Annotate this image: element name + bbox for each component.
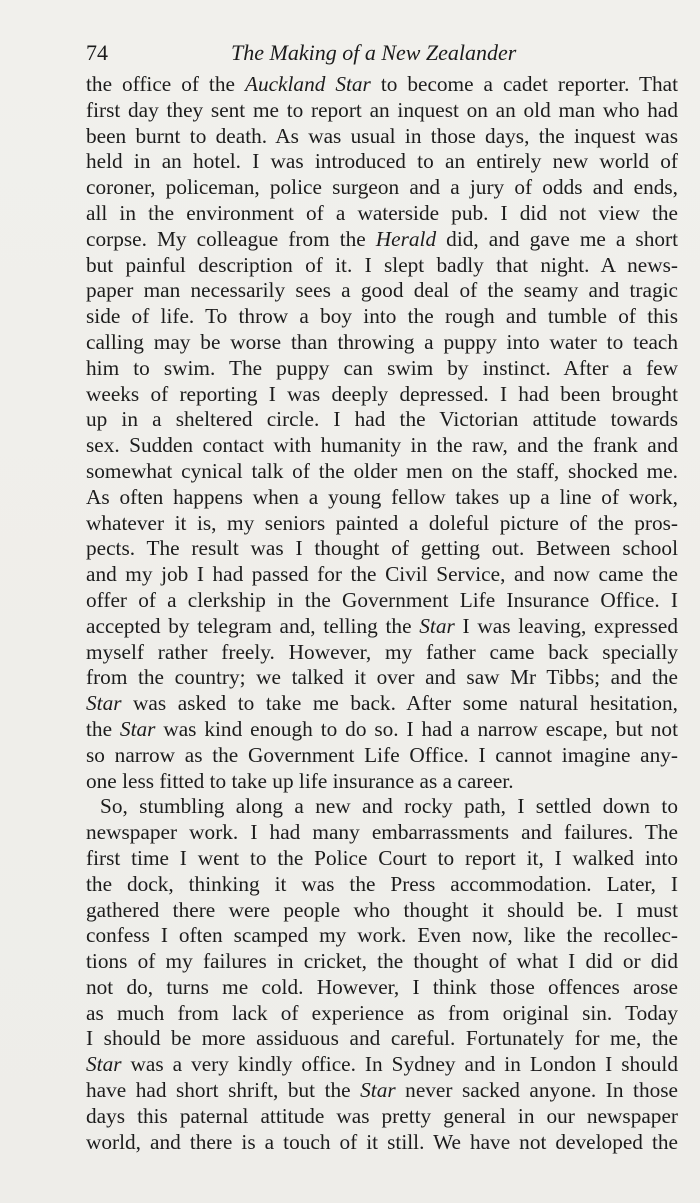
italic-title: Star (360, 1078, 396, 1103)
text-line (86, 304, 678, 330)
text-segment: to become a cadet reporter. That (370, 72, 679, 96)
text-segment: been burnt to death. As was usual in those days, the inquest was (86, 123, 678, 148)
text-line (86, 794, 678, 820)
text-segment: offer of a clerkship in the Government Life Insurance Office. I (86, 587, 678, 612)
text-segment: one less fitted to take up life insurance as a career. (86, 768, 514, 793)
text-segment: side of life. To throw a boy into the rough and tumble of this (86, 304, 678, 329)
text-segment: was kind enough to do so. I had a narrow escape, but not (155, 716, 679, 741)
text-segment: tions of my failures in cricket, the thought of what I did or did (86, 949, 678, 974)
text-line (86, 820, 678, 846)
text-line (86, 201, 678, 227)
text-segment: pects. The result was I thought of getting out. Between school (86, 536, 678, 561)
text-segment: from the country; we talked it over and saw Mr Tibbs; and the (86, 665, 678, 690)
text-line (86, 98, 678, 124)
text-line (86, 1078, 678, 1104)
text-line (86, 691, 678, 717)
text-line (86, 665, 678, 691)
text-line (86, 382, 678, 408)
text-segment: confess I often scamped my work. Even now, like the recollec- (86, 923, 678, 948)
text-segment: the (86, 716, 120, 741)
text-line (86, 175, 678, 201)
text-line (86, 1026, 678, 1052)
text-line (86, 511, 678, 537)
running-title: The Making of a New Zealander (231, 40, 517, 65)
text-line (86, 743, 678, 769)
italic-title: Auckland Star (244, 72, 371, 96)
text-segment: coroner, policeman, police surgeon and a jury of odds and ends, (86, 175, 678, 200)
text-line (86, 898, 678, 924)
text-segment: I was leaving, expressed (454, 613, 678, 638)
text-line (86, 149, 678, 175)
italic-title: Star (86, 1052, 122, 1077)
text-segment: first time I went to the Police Court to report it, I walked into (86, 845, 678, 870)
page-number: 74 (86, 40, 108, 65)
text-line (86, 923, 678, 949)
text-segment: accepted by telegram and, telling the (86, 613, 420, 638)
italic-title: Star (86, 691, 122, 716)
text-segment: gathered there were people who thought it should be. I must (86, 897, 678, 922)
text-segment: him to swim. The puppy can swim by instinct. After a few (86, 355, 678, 380)
text-line (86, 614, 678, 640)
text-segment: myself rather freely. However, my father came back specially (86, 639, 678, 664)
text-line (86, 433, 678, 459)
text-segment: up in a sheltered circle. I had the Victorian attitude towards (86, 407, 678, 432)
text-segment: somewhat cynical talk of the older men on the staff, shocked me. (86, 458, 678, 483)
text-line (86, 124, 678, 150)
text-segment: corpse. My colleague from the (86, 226, 376, 251)
text-segment: but painful description of it. I slept badly that night. A news- (86, 252, 678, 277)
text-segment: was asked to take me back. After some natural hesitation, (121, 691, 678, 716)
text-segment: calling may be worse than throwing a puppy into water to teach (86, 329, 678, 354)
text-segment: weeks of reporting I was deeply depressed. I had been brought (86, 381, 678, 406)
text-segment: as much from lack of experience as from original sin. Today (86, 1000, 678, 1025)
text-segment: did, and gave me a short (436, 226, 679, 251)
text-segment: whatever it is, my seniors painted a doleful picture of the pros- (86, 510, 678, 535)
text-line (86, 1104, 678, 1130)
text-segment: sex. Sudden contact with humanity in the raw, and the frank and (86, 433, 678, 458)
text-segment: have had short shrift, but the (86, 1078, 361, 1103)
italic-title: Herald (375, 226, 437, 251)
text-segment: days this paternal attitude was pretty general in our newspaper (86, 1103, 678, 1128)
text-segment: never sacked anyone. In those (395, 1078, 678, 1103)
text-line (86, 769, 678, 795)
text-line (86, 846, 678, 872)
text-segment: first day they sent me to report an inquest on an old man who had (86, 97, 678, 122)
text-line (86, 227, 678, 253)
text-segment: newspaper work. I had many embarrassments and failures. The (86, 820, 678, 845)
text-line (86, 949, 678, 975)
text-segment: the office of the (86, 72, 245, 96)
text-line (86, 640, 678, 666)
text-line (86, 459, 678, 485)
text-line (86, 1130, 678, 1156)
text-line (86, 562, 678, 588)
italic-title: Star (419, 613, 455, 638)
text-line (86, 407, 678, 433)
text-line (86, 872, 678, 898)
page-header (86, 38, 678, 68)
text-segment: As often happens when a young fellow takes up a line of work, (86, 484, 678, 509)
text-line (86, 717, 678, 743)
text-segment: held in an hotel. I was introduced to an entirely new world of (86, 149, 678, 174)
text-line (86, 278, 678, 304)
text-line (86, 356, 678, 382)
text-line (86, 975, 678, 1001)
text-line (86, 1001, 678, 1027)
text-segment: world, and there is a touch of it still. We have not developed the (86, 1129, 678, 1154)
text-line (86, 588, 678, 614)
text-segment: and my job I had passed for the Civil Service, and now came the (86, 562, 678, 587)
text-line (86, 330, 678, 356)
text-line (86, 536, 678, 562)
text-segment: the dock, thinking it was the Press accommodation. Later, I (86, 871, 678, 896)
text-line (86, 253, 678, 279)
text-line (86, 1052, 678, 1078)
text-segment: so narrow as the Government Life Office. I cannot imagine any- (86, 742, 678, 767)
text-line (86, 72, 678, 98)
text-segment: not do, turns me cold. However, I think those offences arose (86, 974, 678, 999)
text-line (86, 485, 678, 511)
text-segment: was a very kindly office. In Sydney and in London I should (121, 1052, 678, 1077)
italic-title: Star (119, 716, 156, 741)
text-segment: So, stumbling along a new and rocky path, I settled down to (100, 794, 678, 819)
text-segment: all in the environment of a waterside pub. I did not view the (86, 200, 678, 225)
text-segment: paper man necessarily sees a good deal of the seamy and tragic (86, 278, 678, 303)
body-text (86, 72, 678, 1155)
text-segment: I should be more assiduous and careful. Fortunately for me, the (86, 1026, 678, 1051)
